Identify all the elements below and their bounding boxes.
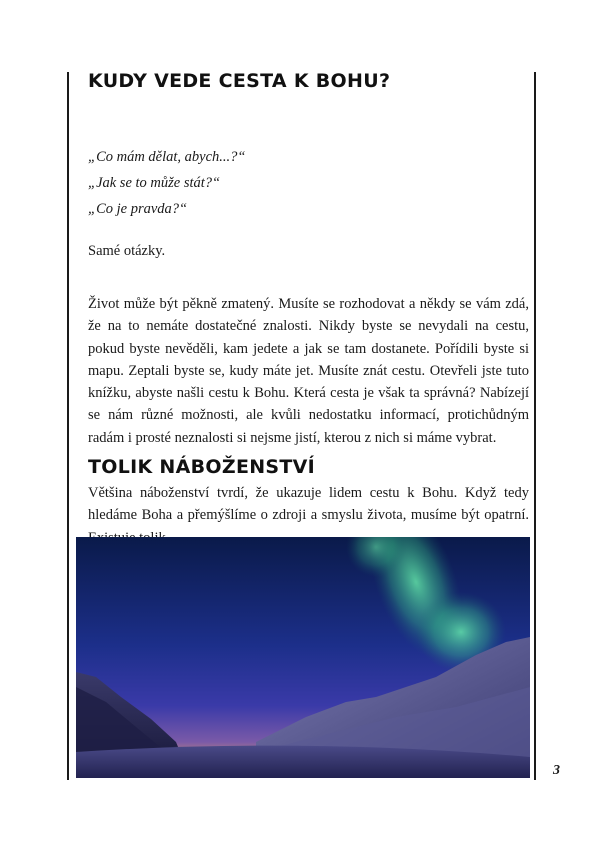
- short-line: Samé otázky.: [88, 243, 166, 259]
- left-margin-rule: [67, 72, 69, 780]
- body-paragraph-2: Většina náboženství tvrdí, že ukazuje lidem cestu k Bohu. Když tedy hledáme Boha a přemýšlíme o zdroji a smyslu života, musíme být opatrní.: [88, 485, 529, 524]
- right-margin-rule: [534, 72, 536, 780]
- page-number: 3: [553, 763, 560, 778]
- aurora-photo: [76, 537, 530, 778]
- aurora-landscape-illustration: [76, 537, 530, 778]
- chapter-heading: KUDY VEDE CESTA K BOHU?: [88, 70, 391, 92]
- question-2: „Jak se to může stát?“: [88, 175, 221, 191]
- body-paragraph-1: Život může být pěkně zmatený. Musíte se rozhodovat a někdy se vám zdá, že na to nemáte dostatečné znalosti. Nikdy byste se nevydali na cestu, pokud byste nevěděli, kam jedete a jak se tam dostanete. Pořídili byste si mapu. Zeptali byste se, kudy máte jet. Musíte znát cestu. Otevřeli jste tuto knížku, abyste našli cestu k Bohu. Která cesta je však ta správná? Nabízejí se nám různé možnosti, ale kvůli nedostatku informací, protichůdným radám i prosté neznalosti si nejsme jistí, kterou z nich si máme vybrat.: [88, 296, 529, 446]
- section-heading: TOLIK NÁBOŽENSTVÍ: [88, 456, 316, 478]
- question-1: „Co mám dělat, abych...?“: [88, 149, 246, 165]
- question-3: „Co je pravda?“: [88, 201, 188, 217]
